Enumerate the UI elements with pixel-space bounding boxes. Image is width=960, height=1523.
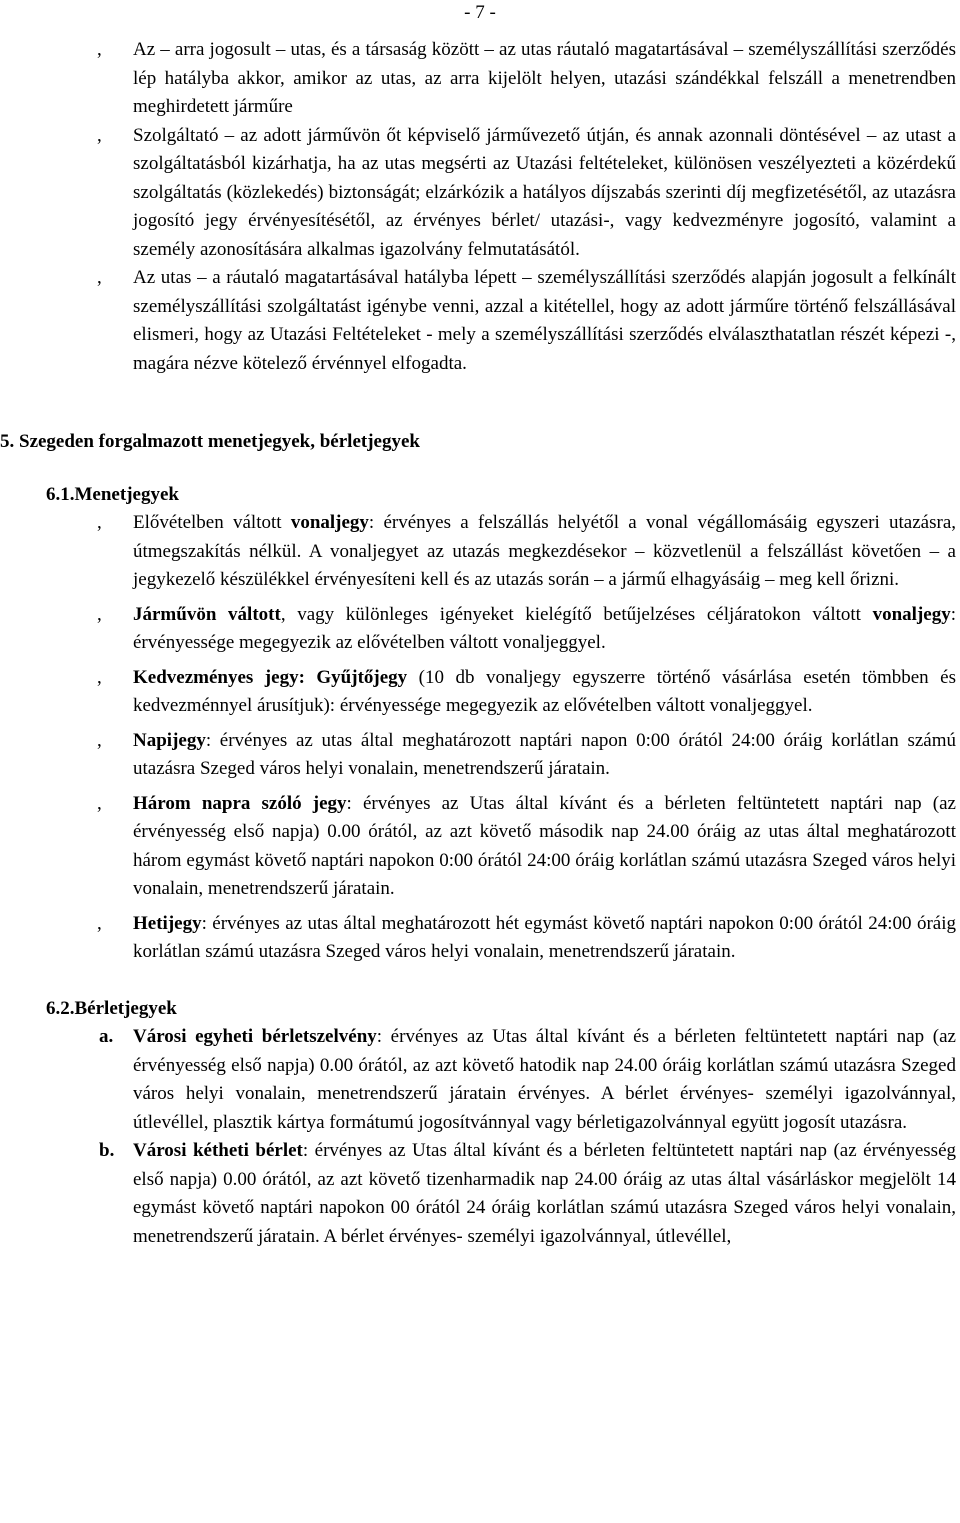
ticket-item-gyujtojegy [0, 664, 960, 721]
paragraph-text: Szolgáltató – az adott járművön őt képviselő járművezető útján, és annak azonnali döntésével – az utast a szolgáltatásból kizárhatja, ha az utas megsérti az Utazási feltételeket, különösen veszélyezteti a közérdekű szolgáltatás (közlekedés) biztonságát; elzárkózik a hatályos díjszabás szerinti díj megfizetésétől, az utazásra jogosító jegy érvényesítésétől, az érvényes bérlet/ utazási-, vagy kedvezményre jogosító, valamint a személy azonosítására alkalmas igazolvány felmutatásától. [133, 124, 956, 260]
item-text: : érvényes az utas által meghatározott hét egymást követő naptári napokon 0:00 órától 24:00 óráig korlátlan számú utazásra Szeged város helyi vonalain, menetrendszerű járatain. [133, 912, 956, 962]
bullet-icon: , [97, 912, 102, 934]
ticket-item-hetijegy [0, 910, 960, 967]
item-text: : érvényes az Utas által kívánt és a bérleten feltüntetett naptári nap (az érvényesség első napja) 0.00 órától, az azt követő hatodik nap 24.00 óráig korlátlan számú utazásra Szeged város helyi vonalain, menetrendszerű járatain érvényes. A bérlet érvényes- személyi igazolvánnyal, útlevéllel, plasztik kártya formátumú jogosítvánnyal vagy bérletigazolvánnyal együtt jogosít utazásra. [133, 1026, 956, 1133]
ticket-item-jarmuvon [0, 601, 960, 658]
item-text: : érvényes az Utas által kívánt és a bérleten feltüntetett naptári nap (az érvényesség első napja) 0.00 órától, az azt követő tizenharmadik nap 24.00 óráig az utas által vásárláskor megjelölt 14 egymást követő naptári napokon 00 órától 24 óráig korlátlan számú utazásra Szeged város helyi vonalain, menetrendszerű járatain. A bérlet érvényes- személyi igazolvánnyal, útlevéllel, [133, 1140, 957, 1247]
intro-paragraph-1 [0, 36, 960, 122]
section-heading-5: 5. Szegeden forgalmazott menetjegyek, bérletjegyek [0, 431, 420, 452]
item-term: Napijegy [133, 729, 206, 751]
bullet-icon: , [97, 666, 102, 688]
bullet-icon: , [97, 603, 102, 625]
ticket-item-vonaljegy [0, 509, 960, 595]
paragraph-text: Az utas – a ráutaló magatartásával hatályba lépett – személyszállítási szerződés alapján jogosult a felkínált személyszállítási szolgáltatást igénybe venni, azzal a kitétellel, hogy az adott járműre történő felszállásával elismeri, hogy az Utazási Feltételeket - mely a személyszállítási szerződés elválaszthatatlan részét képezi -, magára nézve kötelező érvénnyel elfogadta. [133, 267, 956, 374]
paragraph-text: Az – arra jogosult – utas, és a társaság között – az utas ráutaló magatartásával – személyszállítási szerződés lép hatályba akkor, amikor az utas, az arra kijelölt helyen, utazási szándékkal felszáll a menetrendben meghirdetett járműre [133, 39, 956, 117]
item-term: Kedvezményes jegy: Gyűjtőjegy [133, 666, 408, 688]
item-term: Városi egyheti bérletszelvény [133, 1026, 377, 1047]
item-letter: b. [99, 1140, 115, 1161]
item-term: vonaljegy [290, 512, 369, 533]
section-heading-6-1: 6.1.Menetjegyek [46, 483, 179, 505]
item-term: vonaljegy [872, 603, 951, 625]
item-text: : érvényes az Utas által kívánt és a bérleten feltüntetett naptári nap (az érvényesség első napja) 0.00 órától, az azt követő második nap 24.00 óráig az utas által meghatározott három egymást követő naptári napokon 0:00 órától 24:00 óráig korlátlan számú utazásra Szeged város helyi vonalain, menetrendszerű járatain. [133, 792, 956, 899]
item-term: Hetijegy [133, 912, 202, 934]
document-body [0, 36, 960, 1251]
intro-paragraph-3 [0, 264, 960, 378]
item-text: : érvényessége megegyezik az elővételben váltott vonaljeggyel. [133, 603, 956, 653]
pass-item-egyheti [0, 1023, 960, 1137]
item-text: : érvényes a felszállás helyétől a vonal végállomásáig egyszeri utazásra, útmegszakítás nélkül. A vonaljegyet az utazás megkezdésekor – közvetlenül a felszállást követően – a jegykezelő készülékkel érvényesíteni kell és az utazás során – a jármű elhagyásáig – meg kell őrizni. [133, 512, 956, 590]
item-letter: a. [99, 1026, 114, 1047]
item-term: Három napra szóló jegy [133, 792, 347, 814]
item-term: Járművön váltott [133, 603, 281, 625]
item-term: Városi kétheti bérlet [133, 1140, 303, 1161]
bullet-icon: , [97, 792, 102, 814]
bullet-icon: , [97, 729, 102, 751]
bullet-icon: , [97, 39, 102, 60]
page-number: - 7 - [464, 2, 496, 23]
section-heading-6-2: 6.2.Bérletjegyek [46, 997, 177, 1019]
pass-item-ketheti [0, 1137, 960, 1251]
bullet-icon: , [97, 124, 102, 146]
item-text: Elővételben váltott [133, 512, 291, 533]
bullet-icon: , [97, 512, 102, 533]
ticket-item-haromnapos [0, 790, 960, 904]
item-text: , vagy különleges igényeket kielégítő betűjelzéses céljáratokon váltott [280, 603, 873, 625]
item-text: : érvényes az utas által meghatározott naptári napon 0:00 órától 24:00 óráig korlátlan számú utazásra Szeged város helyi vonalain, menetrendszerű járatain. [133, 729, 956, 779]
bullet-icon: , [97, 267, 102, 288]
item-text: (10 db vonaljegy egyszerre történő vásárlása esetén tömbben és kedvezménnyel árusítjuk): érvényessége megegyezik az elővételben váltott vonaljeggyel. [133, 666, 956, 716]
ticket-item-napijegy [0, 727, 960, 784]
intro-paragraph-2 [0, 122, 960, 265]
